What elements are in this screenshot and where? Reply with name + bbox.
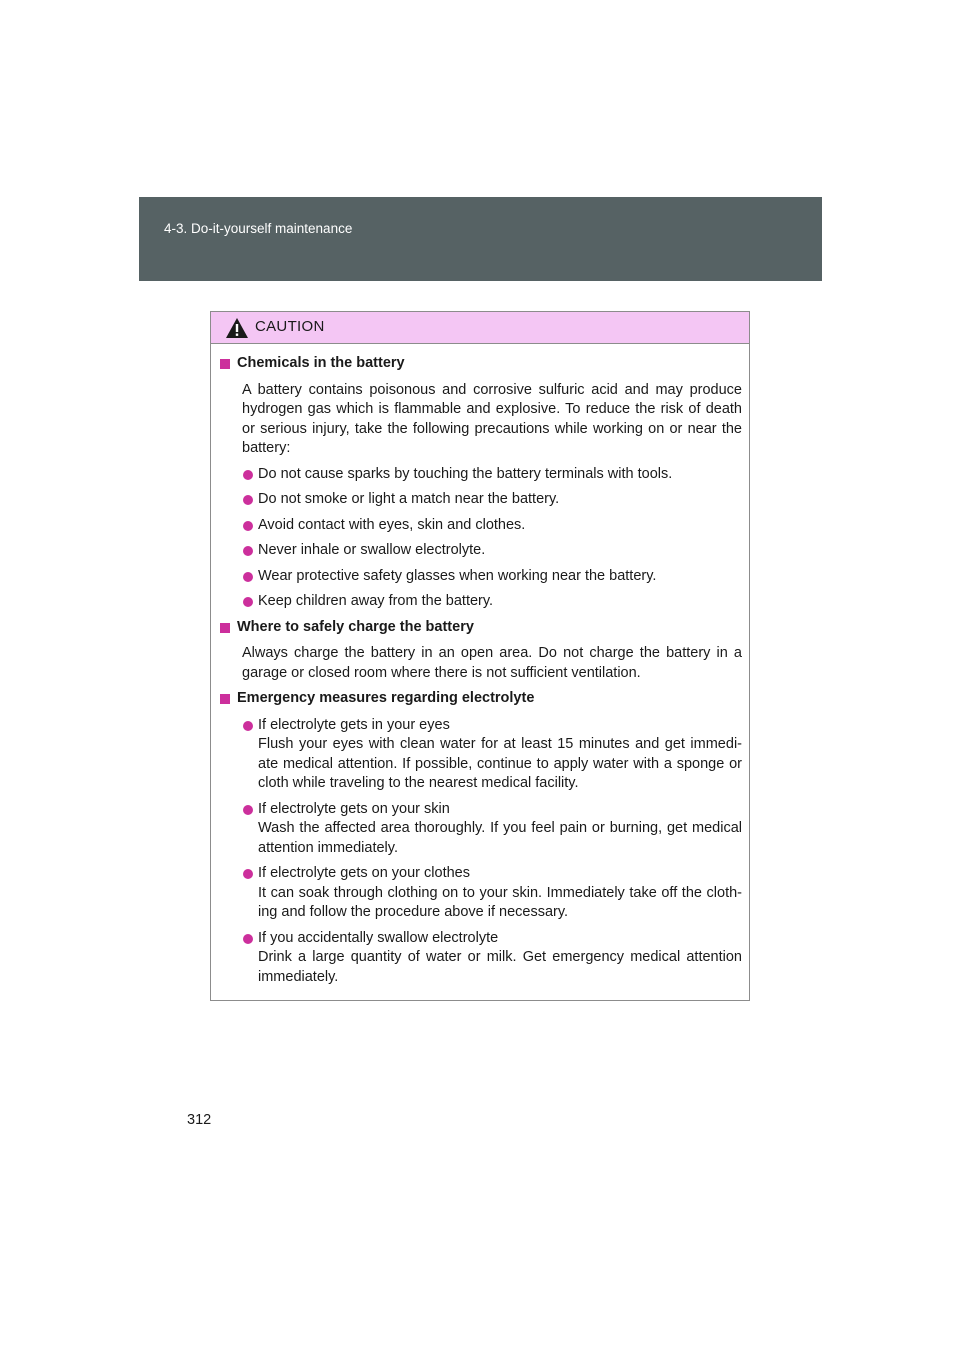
list-item-text: Keep children away from the battery. <box>258 593 494 609</box>
list-item <box>218 490 742 510</box>
list-item-text: If electrolyte gets on your skin <box>258 800 450 817</box>
list-item <box>218 465 742 485</box>
list-item-text: Do not smoke or light a match near the battery. <box>258 491 560 507</box>
list-item-text: If you accidentally swallow electrolyte <box>258 929 499 946</box>
section-heading <box>218 689 742 709</box>
list-item <box>218 567 742 587</box>
list-item-detail: Flush your eyes with clean water for at least 15 minutes and get immedi-ate medical attention. If possible, continue to apply water with a sponge or cloth while traveling to the nearest medical facility. <box>258 736 742 791</box>
square-bullet-icon <box>220 359 230 369</box>
page-number: 312 <box>187 1112 212 1128</box>
round-bullet-icon <box>243 572 253 582</box>
list-item-text: If electrolyte gets on your clothes <box>258 865 470 881</box>
list-item-text: Never inhale or swallow electrolyte. <box>258 542 486 558</box>
list-item <box>218 516 742 536</box>
caution-label: CAUTION <box>255 318 325 335</box>
caution-box <box>210 311 750 1001</box>
round-bullet-icon <box>243 597 253 607</box>
list-item-text: Wear protective safety glasses when working near the battery. <box>258 567 657 584</box>
section-heading <box>218 618 742 638</box>
section-heading <box>218 354 742 374</box>
round-bullet-icon <box>243 934 253 944</box>
round-bullet-icon <box>243 495 253 505</box>
round-bullet-icon <box>243 721 253 731</box>
list-item <box>218 716 742 794</box>
round-bullet-icon <box>243 546 253 556</box>
list-item <box>218 800 742 859</box>
list-item-text: If electrolyte gets in your eyes <box>258 716 450 733</box>
caution-content <box>211 344 749 987</box>
round-bullet-icon <box>243 470 253 480</box>
list-item-detail: It can soak through clothing on to your skin. Immediately take off the cloth-ing and follow the procedure above if necessary. <box>258 884 742 920</box>
section-paragraph: Always charge the battery in an open area. Do not charge the battery in a garage or closed room where there is not sufficient ventilation. <box>242 645 742 681</box>
list-item-text: Avoid contact with eyes, skin and clothes. <box>258 516 526 533</box>
list-item <box>218 541 742 561</box>
warning-triangle-icon <box>225 317 249 339</box>
square-bullet-icon <box>220 623 230 633</box>
section-heading-text: Where to safely charge the battery <box>237 618 474 635</box>
list-item-detail: Wash the affected area thoroughly. If you feel pain or burning, get medical attention immediately. <box>258 820 742 856</box>
section-header-band <box>139 197 822 281</box>
section-heading-text: Chemicals in the battery <box>237 355 405 371</box>
section-paragraph: A battery contains poisonous and corrosive sulfuric acid and may produce hydrogen gas which is flammable and explosive. To reduce the risk of death or serious injury, take the following precautions while working on or near the battery: <box>242 381 742 456</box>
list-item-detail: Drink a large quantity of water or milk. Get emergency medical attention immediately. <box>258 949 742 985</box>
caution-header <box>211 312 749 344</box>
list-item <box>218 592 742 612</box>
round-bullet-icon <box>243 805 253 815</box>
list-item <box>218 929 742 988</box>
round-bullet-icon <box>243 521 253 531</box>
round-bullet-icon <box>243 869 253 879</box>
list-item-text: Do not cause sparks by touching the battery terminals with tools. <box>258 465 673 482</box>
list-item <box>218 864 742 923</box>
square-bullet-icon <box>220 694 230 704</box>
section-title: 4-3. Do-it-yourself maintenance <box>164 221 353 236</box>
section-heading-text: Emergency measures regarding electrolyte <box>237 690 535 706</box>
